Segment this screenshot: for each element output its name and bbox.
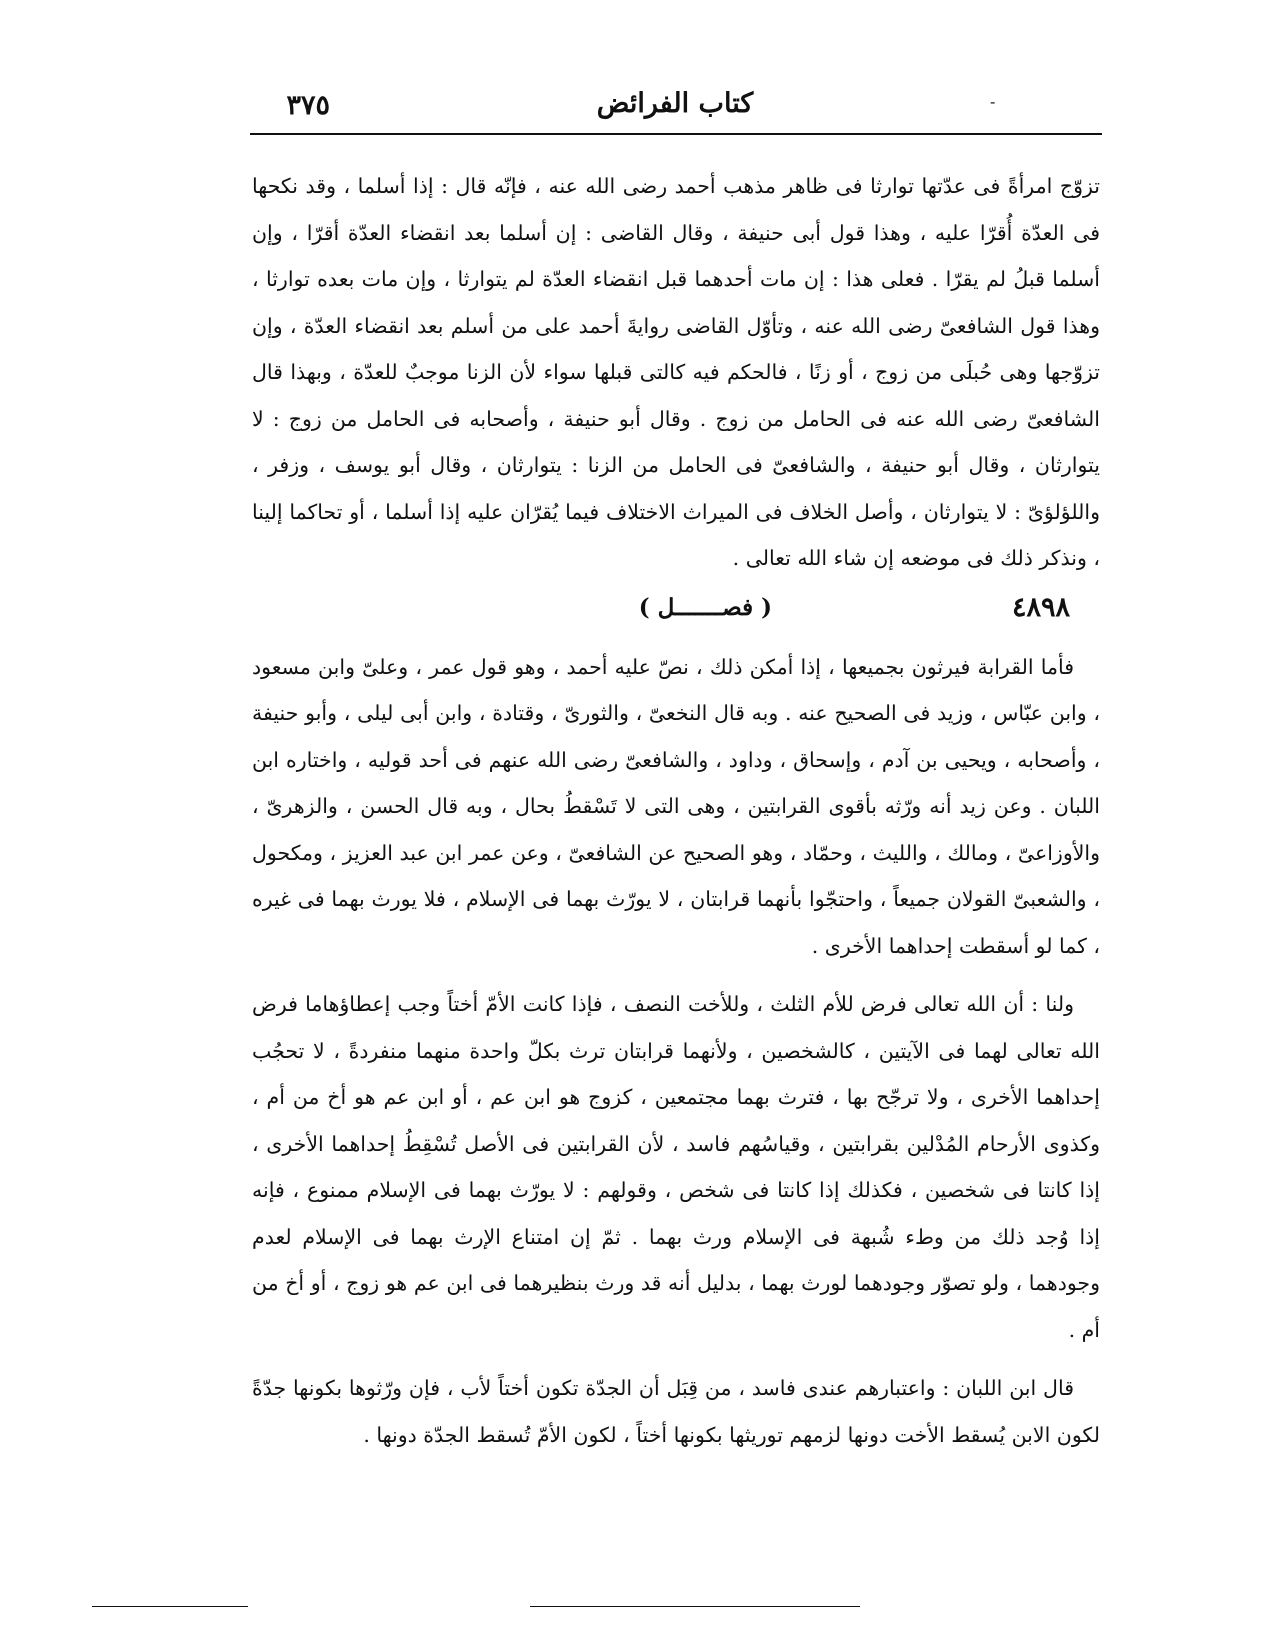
main-text (252, 163, 1100, 1458)
header-rule (250, 133, 1102, 135)
paragraph: تزوّج امرأةً فى عدّتها توارثا فى ظاهر مذهب أحمد رضى الله عنه ، فإنّه قال : إذا أسلما ، وقد نكحها فى العدّة أُقرّا عليه ، وهذا قول أبى حنيفة ، وقال القاضى : إن أسلما بعد انقضاء العدّة أقرّا ، وإن أسلما قبلُ لم يقرّا . فعلى هذا : إن مات أحدهما قبل انقضاء العدّة لم يتوارثا ، وإن مات بعده توارثا ، وهذا قول الشافعىّ رضى الله عنه ، وتأوّل القاضى روايةَ أحمد على من أسلم بعد انقضاء العدّة ، وإن تزوّجها وهى حُبلَى من زوج ، أو زنًا ، فالحكم فيه كالتى قبلها سواء لأن الزنا موجبٌ للعدّة ، وبهذا قال الشافعىّ رضى الله عنه فى الحامل من زوج . وقال أبو حنيفة ، وأصحابه فى الحامل من زوج : لا يتوارثان ، وقال أبو حنيفة ، والشافعىّ فى الحامل من الزنا : يتوارثان ، وقال أبو يوسف ، وزفر ، واللؤلؤىّ : لا يتوارثان ، وأصل الخلاف فى الميراث الاختلاف فيما يُقرّان عليه إذا أسلما ، أو تحاكما إلينا ، ونذكر ذلك فى موضعه إن شاء الله تعالى . (252, 174, 1100, 570)
section-label: ( فصـــــــل ) (638, 593, 772, 621)
page-header (250, 88, 1100, 128)
paragraph: ولنا : أن الله تعالى فرض للأم الثلث ، وللأخت النصف ، فإذا كانت الأمّ أختاً وجب إعطاؤهاما فرض الله تعالى لهما فى الآيتين ، كالشخصين ، ولأنهما قرابتان ترث بكلّ واحدة منهما منفردةً ، لا تحجُب إحداهما الأخرى ، ولا ترجّح بها ، فترث بهما مجتمعين ، كزوج هو ابن عم ، أو ابن عم هو أخ من أم ، وكذوى الأرحام المُدْلين بقرابتين ، وقياسُهم فاسد ، لأن القرابتين فى الأصل تُسْقِطُ إحداهما الأخرى ، إذا كانتا فى شخصين ، فكذلك إذا كانتا فى شخص ، وقولهم : لا يورّث بهما فى الإسلام ممنوع ، فإنه إذا وُجد ذلك من وطء شُبهة فى الإسلام ورث بهما . ثمّ إن امتناع الإرث بهما فى الإسلام لعدم وجودهما ، ولو تصوّر وجودهما لورث بهما ، بدليل أنه قد ورث بنظيرهما فى ابن عم هو زوج ، أو أخ من أم . (252, 992, 1100, 1342)
paragraph: قال ابن اللبان : واعتبارهم عندى فاسد ، من قِبَل أن الجدّة تكون أختاً لأب ، فإن ورّثوها بكونها جدّةً لكون الابن يُسقط الأخت دونها لزمهم توريثها بكونها أختاً ، لكون الأمّ تُسقط الجدّة دونها . (252, 1376, 1100, 1447)
section-number: ٤٨٩٨ (1011, 591, 1070, 623)
page-number: ٣٧٥ (286, 90, 330, 121)
section-heading (252, 592, 1100, 638)
footer-rule-right (530, 1606, 860, 1607)
paragraph: فأما القرابة فيرثون بجميعها ، إذا أمكن ذلك ، نصّ عليه أحمد ، وهو قول عمر ، وعلىّ وابن مسعود ، وابن عبّاس ، وزيد فى الصحيح عنه . وبه قال النخعىّ ، والثورىّ ، وقتادة ، وابن أبى ليلى ، وأبو حنيفة ، وأصحابه ، ويحيى بن آدم ، وإسحاق ، وداود ، والشافعىّ رضى الله عنهم فى أحد قوليه ، واختاره ابن اللبان . وعن زيد أنه ورّثه بأقوى القرابتين ، وهى التى لا تَسْقطُ بحال ، وبه قال الحسن ، والزهرىّ ، والأوزاعىّ ، ومالك ، والليث ، وحمّاد ، وهو الصحيح عن الشافعىّ ، وعن عمر ابن عبد العزيز ، ومكحول ، والشعبىّ القولان جميعاً ، واحتجّوا بأنهما قرابتان ، لا يورّث بهما فى الإسلام ، فلا يورث بهما فى غيره ، كما لو أسقطت إحداهما الأخرى . (252, 654, 1100, 958)
book-title: كتاب الفرائض (596, 88, 754, 119)
footer-rule-left (92, 1606, 248, 1607)
header-mark: - (990, 92, 996, 111)
